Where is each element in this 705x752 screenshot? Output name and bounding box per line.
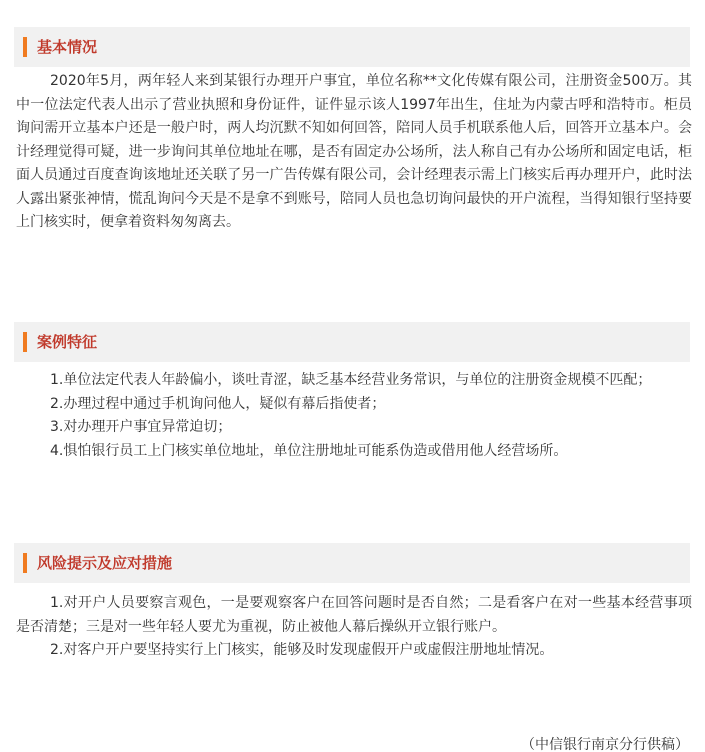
list-item: 1.对开户人员要察言观色，一是要观察客户在回答问题时是否自然；二是看客户在对一些基本经营事项是否清楚；三是对一些年轻人要尤为重视，防止被他人幕后操纵开立银行账户。 xyxy=(16,595,692,635)
list-item: 3.对办理开户事宜异常迫切； xyxy=(50,419,232,435)
accent-bar xyxy=(23,332,27,352)
section-title-risk-tips: 风险提示及应对措施 xyxy=(37,554,173,572)
basic-info-paragraph: 2020年5月，两年轻人来到某银行办理开户事宜，单位名称**文化传媒有限公司，注册资金500万。其中一位法定代表人出示了营业执照和身份证件，证件显示该人1997年出生，住址为内蒙古呼和浩特市。柜员询问需开立基本户还是一般户时，两人均沉默不知如何回答，陪同人员手机联系他人后，回答开立基本户。会计经理觉得可疑，进一步询问其单位地址在哪，是否有固定办公场所，法人称自己有办公场所和固定电话，柜面人员通过百度查询该地址还关联了另一广告传媒有限公司，会计经理表示需上门核实后再办理开户，此时法人露出紧张神情，慌乱询问今天是不是拿不到账号，陪同人员也急切询问最快的开户流程，当得知银行坚持要上门核实时，便拿着资料匆匆离去。 xyxy=(16,73,692,230)
case-features-list xyxy=(16,369,692,463)
list-item: 1.单位法定代表人年龄偏小，谈吐青涩，缺乏基本经营业务常识，与单位的注册资金规模不匹配； xyxy=(50,372,652,388)
accent-bar xyxy=(23,553,27,573)
list-item: 2.对客户开户要坚持实行上门核实，能够及时发现虚假开户或虚假注册地址情况。 xyxy=(50,642,554,658)
source-credit: （中信银行南京分行供稿） xyxy=(521,737,689,752)
section-title-case-features: 案例特征 xyxy=(37,333,98,351)
section-header-basic-info xyxy=(14,27,690,67)
risk-tips-list xyxy=(16,592,692,663)
section-title-basic-info: 基本情况 xyxy=(37,38,98,56)
section-header-risk-tips xyxy=(14,543,690,583)
list-item: 2.办理过程中通过手机询问他人，疑似有幕后指使者； xyxy=(50,395,386,412)
list-item: 4.惧怕银行员工上门核实单位地址，单位注册地址可能系伪造或借用他人经营场所。 xyxy=(50,442,568,459)
accent-bar xyxy=(23,37,27,57)
section-header-case-features xyxy=(14,322,690,362)
